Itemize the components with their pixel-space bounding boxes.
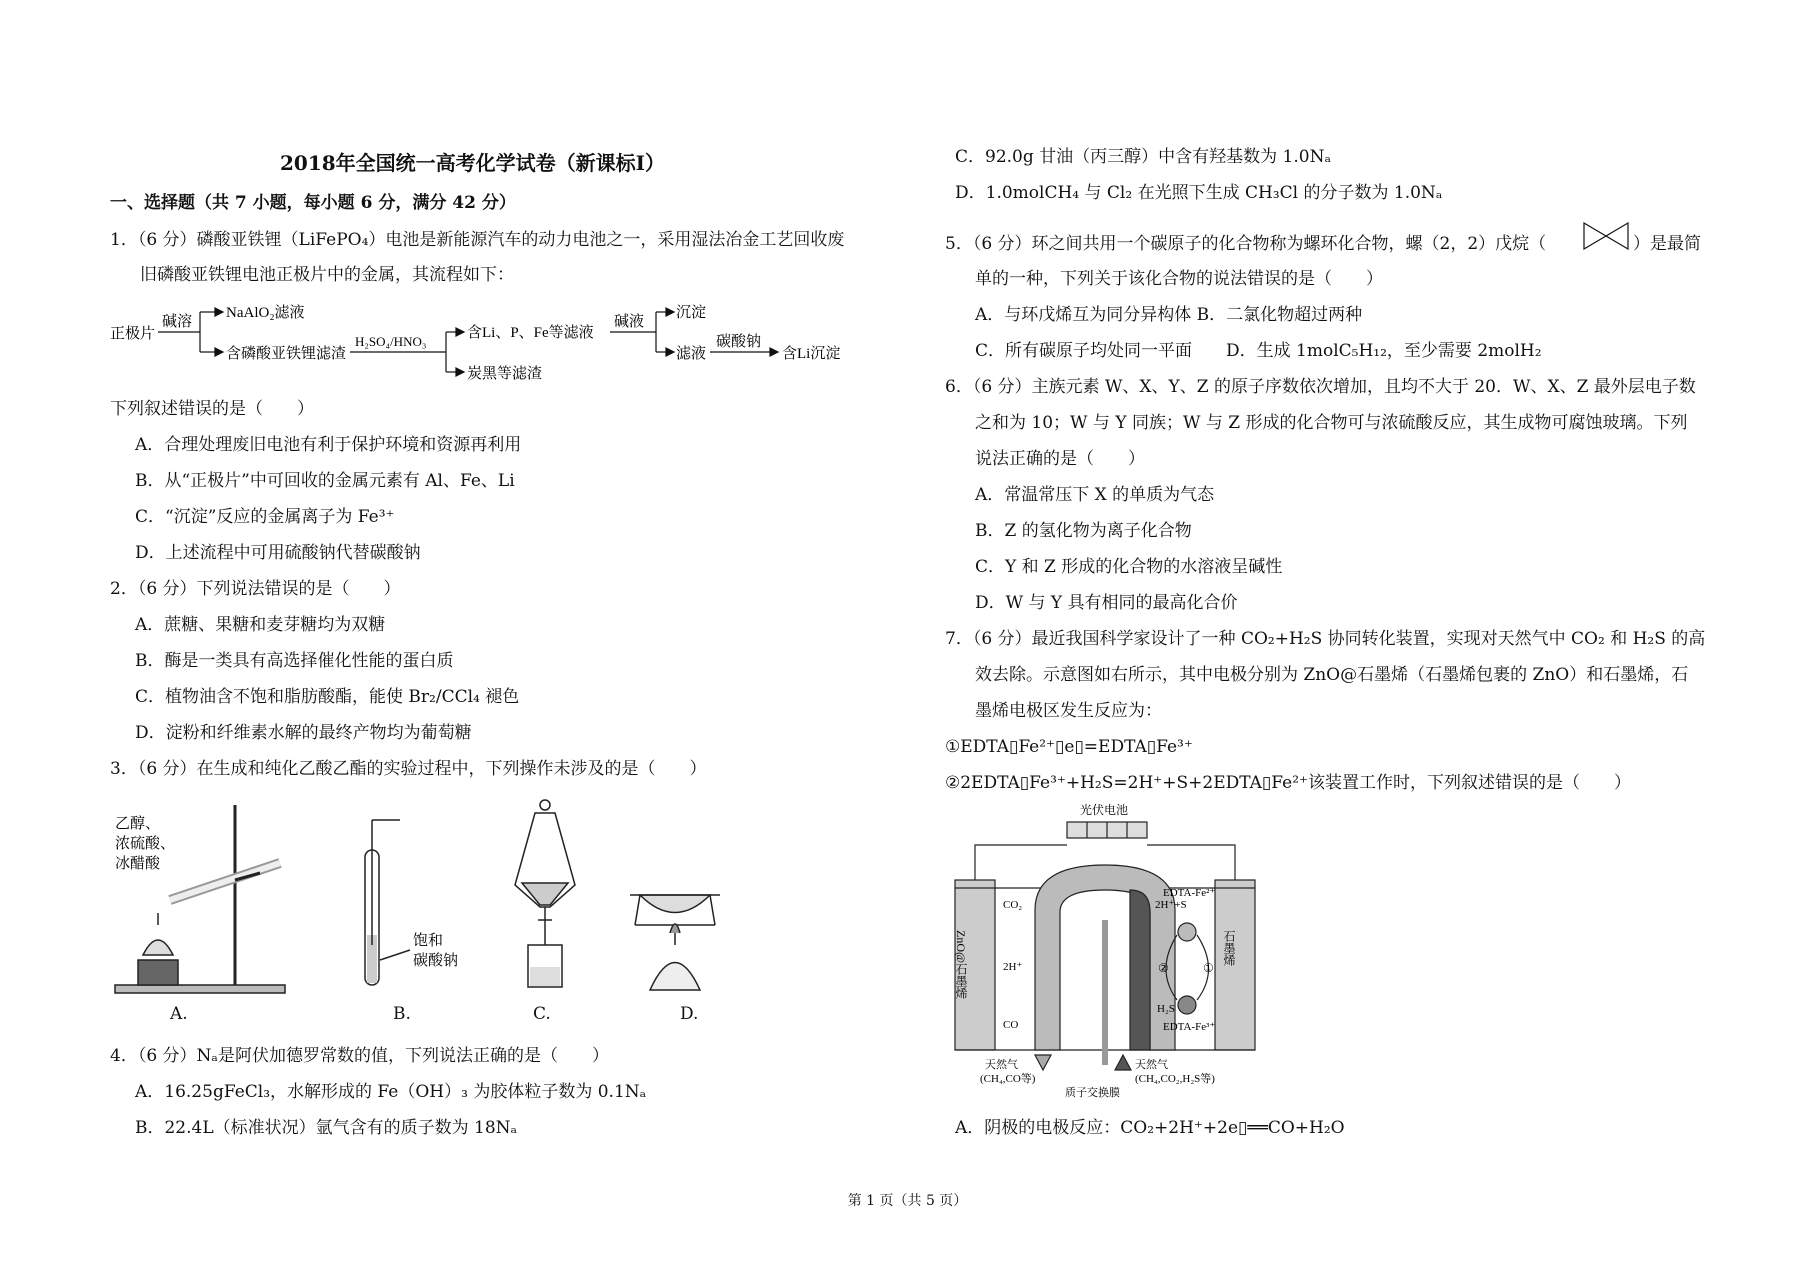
q2-option-d: D．淀粉和纤维素水解的最终产物均为葡萄糖 [135, 723, 472, 743]
flow-step1: 碱溶 [162, 314, 193, 330]
flow-out6: 滤液 [676, 346, 707, 362]
fig-a-label-1: 乙醇、 [115, 816, 161, 832]
q1-stem: 下列叙述错误的是（ ） [110, 399, 314, 419]
fig-b-label-1: 饱和 [413, 933, 444, 949]
q6-option-c: C．Y 和 Z 形成的化合物的水溶液呈碱性 [975, 557, 1283, 577]
q1-flowchart [110, 295, 870, 385]
q3-option-a: A. [170, 1004, 188, 1024]
q1-option-b: B．从“正极片”中可回收的金属元素有 Al、Fe、Li [135, 471, 515, 491]
q1-option-a: A．合理处理废旧电池有利于保护环境和资源再利用 [135, 435, 522, 455]
device-svg [945, 800, 1285, 1100]
spiro-pentane-structure [1582, 220, 1630, 252]
page-footer: 第 1 页（共 5 页） [847, 1193, 968, 1209]
apparatus-d [630, 895, 720, 990]
q6-line1: 6．（6 分）主族元素 W、X、Y、Z 的原子序数依次增加，且均不大于 20．W、X、Z 最外层电子数 [945, 377, 1696, 397]
q7-device-figure [945, 800, 1285, 1100]
flow-out5: 沉淀 [676, 305, 707, 321]
q3-option-d: D. [680, 1004, 699, 1024]
q5-line1a: 5．（6 分）环之间共用一个碳原子的化合物称为螺环化合物，螺（2，2）戊烷（ [945, 234, 1547, 254]
q1-option-c: C．“沉淀”反应的金属离子为 Fe³⁺ [135, 507, 395, 527]
q7-reaction-1: ①EDTA▯Fe²⁺▯e▯=EDTA▯Fe³⁺ [945, 737, 1193, 757]
fig-a-label-3: 冰醋酸 [115, 856, 161, 872]
q2-option-a: A．蔗糖、果糖和麦芽糖均为双糖 [135, 615, 386, 635]
fig-left-electrode: ZnO@石墨烯 [954, 930, 968, 1000]
flow-step4: 碳酸钠 [716, 334, 762, 350]
q3-option-c: C. [533, 1004, 551, 1024]
q5-line2: 单的一种，下列关于该化合物的说法错误的是（ ） [975, 269, 1383, 289]
q6-option-d: D．W 与 Y 具有相同的最高化合价 [975, 593, 1238, 613]
flow-out1: NaAlO₂滤液 [226, 305, 305, 321]
q4-option-c: C．92.0g 甘油（丙三醇）中含有羟基数为 1.0Nₐ [955, 147, 1332, 167]
q6-option-b: B．Z 的氢化物为离子化合物 [975, 521, 1192, 541]
q6-line3: 说法正确的是（ ） [975, 449, 1145, 469]
flow-out7: 含Li沉淀 [782, 346, 841, 362]
apparatus-b [365, 820, 410, 985]
q1-line2: 旧磷酸亚铁锂电池正极片中的金属，其流程如下： [140, 265, 514, 285]
fig-pv-label: 光伏电池 [1080, 803, 1129, 817]
fig-2h: 2H⁺ [1003, 961, 1023, 973]
flowchart-svg [110, 295, 870, 385]
flow-step2: H₂SO₄/HNO₃ [355, 334, 427, 349]
q7-line3: 墨烯电极区发生反应为： [975, 701, 1162, 721]
flow-step3: 碱液 [614, 314, 645, 330]
fig-edta-fe2: EDTA-Fe²⁺ [1163, 887, 1216, 899]
q3-figures [110, 795, 890, 1000]
q3-option-b: B. [393, 1004, 411, 1024]
flow-out2: 含磷酸亚铁锂滤渣 [226, 346, 347, 362]
q4-option-d: D．1.0molCH₄ 与 Cl₂ 在光照下生成 CH₃Cl 的分子数为 1.0Nₐ [955, 183, 1443, 203]
q5-options-cd: C．所有碳原子均处同一平面 D．生成 1molC₅H₁₂，至少需要 2molH₂ [975, 341, 1542, 361]
q2-stem: 2．（6 分）下列说法错误的是（ ） [110, 579, 401, 599]
fig-gas-out-1: 天然气 [985, 1059, 1018, 1071]
fig-h2s: H₂S [1157, 1003, 1175, 1015]
q4-stem: 4．（6 分）Nₐ是阿伏加德罗常数的值，下列说法正确的是（ ） [110, 1046, 609, 1066]
apparatus-a [115, 805, 285, 993]
fig-b-label-2: 碳酸钠 [413, 953, 459, 969]
fig-2h-s: 2H⁺+S [1155, 899, 1187, 911]
q2-option-c: C．植物油含不饱和脂肪酸酯，能使 Br₂/CCl₄ 褪色 [135, 687, 520, 707]
spiro-pentane-svg [1582, 220, 1630, 252]
fig-edta-fe3: EDTA-Fe³⁺ [1163, 1021, 1216, 1033]
fig-gas-in-1: 天然气 [1135, 1059, 1168, 1071]
fig-cycle-2: ② [1158, 961, 1169, 975]
q1-line1: 1．（6 分）磷酸亚铁锂（LiFePO₄）电池是新能源汽车的动力电池之一，采用湿法冶金工艺回收废 [110, 230, 845, 250]
apparatus-c [515, 800, 575, 987]
q4-option-a: A．16.25gFeCl₃，水解形成的 Fe（OH）₃ 为胶体粒子数为 0.1Nₐ [135, 1082, 647, 1102]
fig-gas-out-2: (CH₄,CO等) [980, 1073, 1036, 1085]
q7-option-a: A．阴极的电极反应：CO₂+2H⁺+2e▯══CO+H₂O [955, 1118, 1345, 1138]
q3-apparatus-svg [110, 795, 890, 1000]
q6-option-a: A．常温常压下 X 的单质为气态 [975, 485, 1215, 505]
q4-option-b: B．22.4L（标准状况）氩气含有的质子数为 18Nₐ [135, 1118, 518, 1138]
q7-line1: 7．（6 分）最近我国科学家设计了一种 CO₂+H₂S 协同转化装置，实现对天然气中 CO₂ 和 H₂S 的高 [945, 629, 1706, 649]
fig-cycle-1: ① [1203, 961, 1214, 975]
q7-reaction-2: ②2EDTA▯Fe³⁺+H₂S=2H⁺+S+2EDTA▯Fe²⁺该装置工作时，下列叙述错误的是（ ） [945, 773, 1631, 793]
q2-option-b: B．酶是一类具有高选择催化性能的蛋白质 [135, 651, 454, 671]
fig-right-electrode: 石墨烯 [1222, 930, 1236, 966]
flow-out3: 含Li、P、Fe等滤液 [467, 325, 594, 341]
section-heading: 一、选择题（共 7 小题，每小题 6 分，满分 42 分） [110, 193, 516, 213]
q3-stem: 3．（6 分）在生成和纯化乙酸乙酯的实验过程中，下列操作未涉及的是（ ） [110, 759, 707, 779]
q5-line1b: ）是最简 [1633, 234, 1701, 254]
q5-options-ab: A．与环戊烯互为同分异构体 B．二氯化物超过两种 [975, 305, 1363, 325]
q7-line2: 效去除。示意图如右所示，其中电极分别为 ZnO@石墨烯（石墨烯包裹的 ZnO）和石墨烯，石 [975, 665, 1689, 685]
page-title: 2018年全国统一高考化学试卷（新课标Ⅰ） [280, 151, 666, 175]
q6-line2: 之和为 10；W 与 Y 同族；W 与 Z 形成的化合物可与浓硫酸反应，其生成物可腐蚀玻璃。下列 [975, 413, 1688, 433]
fig-gas-in-2: (CH₄,CO₂,H₂S等) [1135, 1073, 1215, 1085]
fig-co2: CO₂ [1003, 899, 1023, 911]
flow-start: 正极片 [110, 326, 156, 342]
fig-a-label-2: 浓硫酸、 [115, 836, 176, 852]
fig-membrane: 质子交换膜 [1065, 1087, 1120, 1099]
flow-out4: 炭黑等滤渣 [467, 366, 543, 382]
fig-co: CO [1003, 1019, 1019, 1031]
q1-option-d: D．上述流程中可用硫酸钠代替碳酸钠 [135, 543, 421, 563]
